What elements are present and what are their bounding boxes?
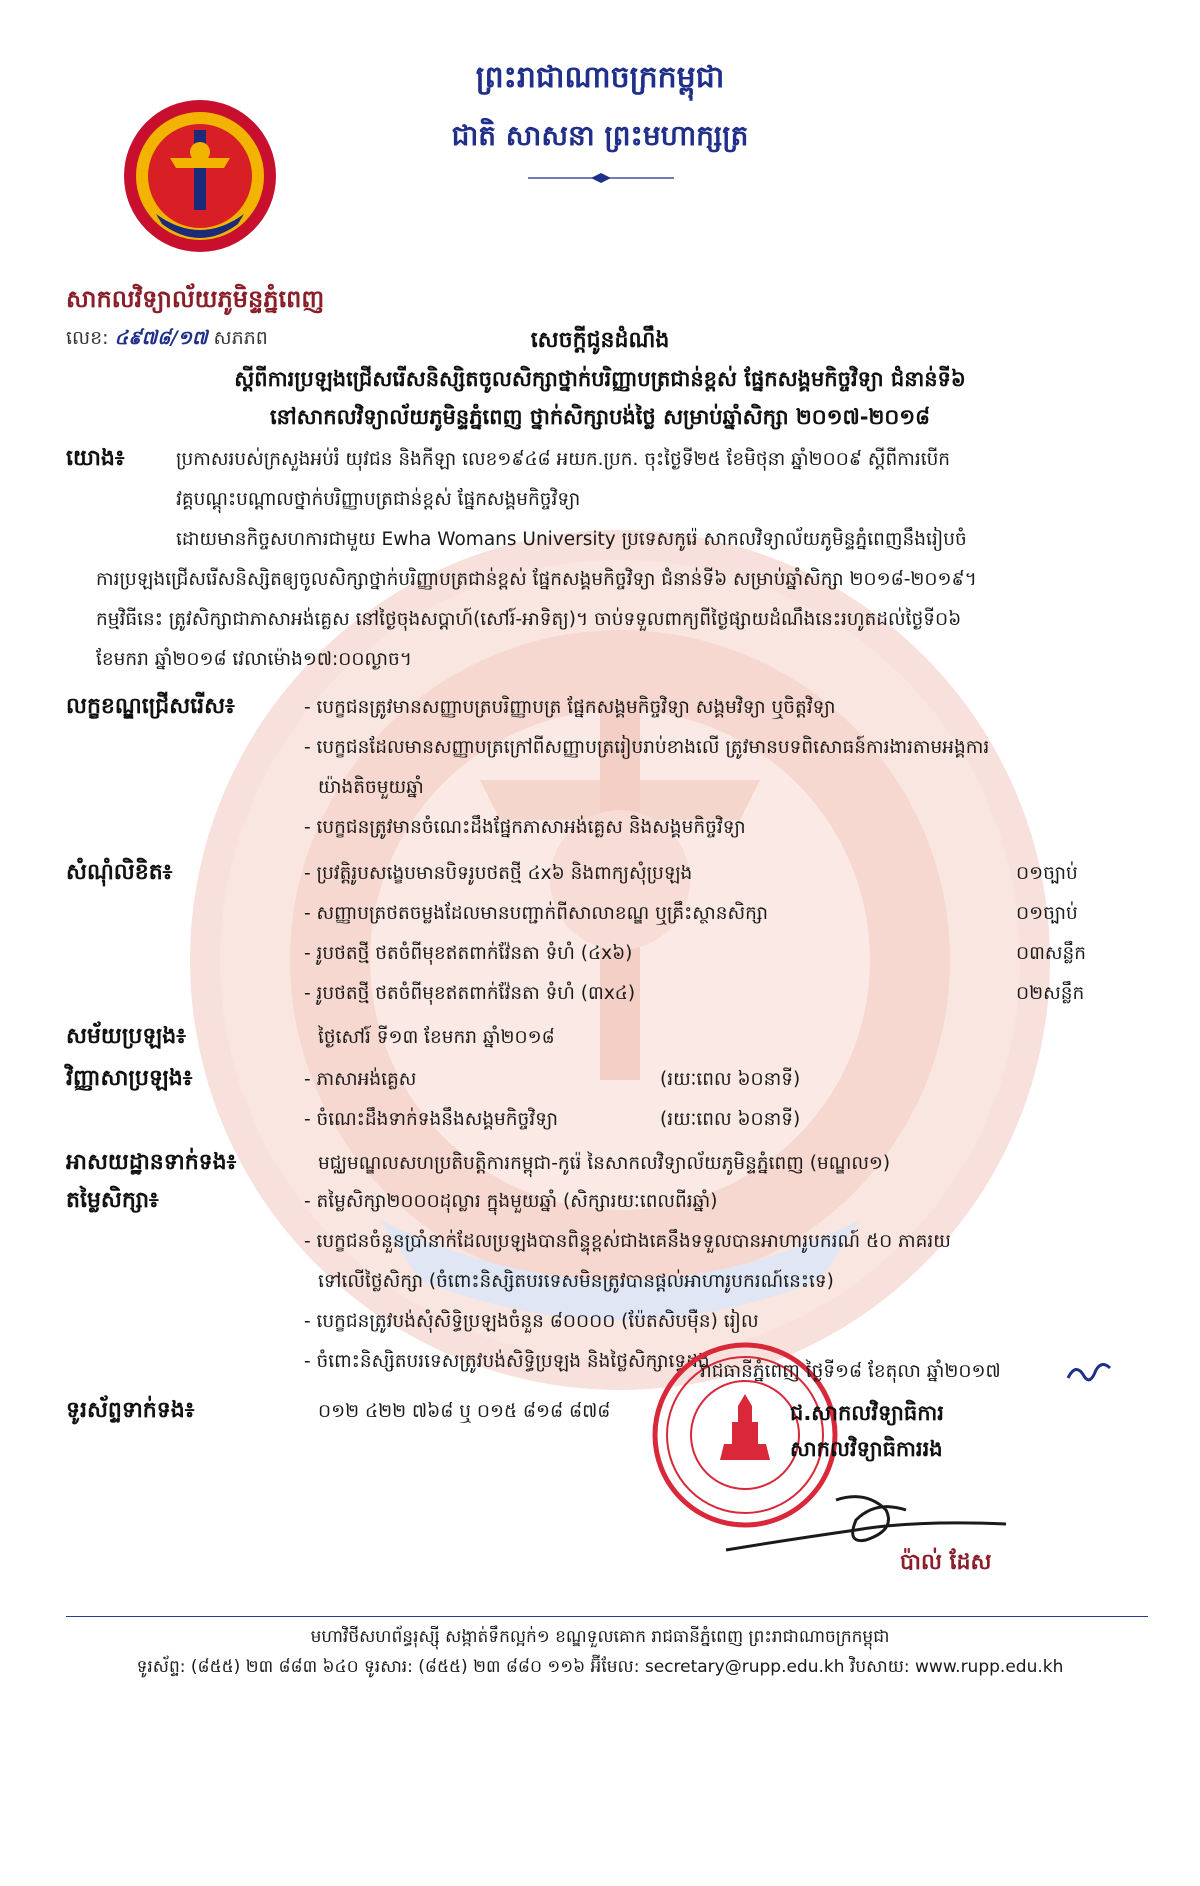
- reference-line-1: ប្រកាសរបស់ក្រសួងអប់រំ យុវជន និងកីឡា លេខ១៩៤៨ អយក.ប្រក. ចុះថ្ងៃទី២៥ ខែមិថុនា ឆ្នាំ២០០៩ ស្តីពីការបើក: [176, 449, 951, 470]
- ornament-divider: [528, 172, 674, 184]
- signature-mark-icon: [1064, 1358, 1114, 1388]
- document-qty: ០១ច្បាប់: [1016, 863, 1078, 884]
- footer-divider: [66, 1616, 1148, 1617]
- ref-code: សភភព: [213, 327, 268, 349]
- criteria-item: - បេក្ខជនត្រូវមានសញ្ញាបត្របរិញ្ញាបត្រ ផ្នែកសង្គមកិច្ចវិទ្យា សង្គមវិទ្យា ឬចិត្តវិទ្យា: [304, 697, 836, 718]
- documents-label: សំណុំលិខិត៖: [66, 860, 173, 885]
- footer-contact: ទូរស័ព្ទ: (៨៥៥) ២៣ ៨៨៣ ៦៤០ ទូរសារ: (៨៥៥) ២៣ ៨៨០ ១១៦ អ៊ីមែល: secretary@rupp.edu.kh វិបសាយ: www.rupp.edu.kh: [136, 1657, 1064, 1677]
- fee-item: - បេក្ខជនត្រូវបង់សុំសិទ្ធិប្រឡងចំនួន ៨០០០០ (ប៉ែតសិបម៉ឺន) រៀល: [304, 1311, 759, 1332]
- address-label: អាសយដ្ឋានទាក់ទង៖: [66, 1150, 237, 1175]
- fee-item: - ចំពោះនិស្សិតបរទេសត្រូវបង់សិទ្ធិប្រឡង និងថ្លៃសិក្សាទ្វេដង: [304, 1351, 710, 1372]
- document-qty: ០៣សន្លឹក: [1016, 943, 1087, 964]
- body-line-3: កម្មវិធីនេះ ត្រូវសិក្សាជាភាសាអង់គ្លេស នៅថ្ងៃចុងសប្តាហ៍(សៅរ៍-អាទិត្យ)។ ចាប់ទទួលពាក្យពីថ្ងៃផ្សាយដំណឹងនេះរហូតដល់ថ្ងៃទី០៦: [96, 609, 962, 630]
- exam-date-label: សម័យប្រឡង៖: [66, 1024, 186, 1049]
- signature-title: សាកលវិទ្យាធិការរង: [790, 1437, 943, 1461]
- fees-label: តម្លៃសិក្សា៖: [66, 1188, 159, 1213]
- document-item: - រូបថតថ្មី ថតចំពីមុខឥតពាក់វ៉ែនតា ទំហំ (៣x៤): [304, 983, 636, 1004]
- criteria-label: លក្ខខណ្ឌជ្រើសរើស៖: [66, 694, 235, 719]
- phone-label: ទូរស័ព្ទទាក់ទង៖: [66, 1398, 195, 1423]
- university-name: សាកលវិទ្យាល័យភូមិន្ទភ្នំពេញ: [66, 285, 325, 313]
- body-line-4: ខែមករា ឆ្នាំ២០១៨ វេលាម៉ោង១៧:០០ល្ងាច។: [96, 649, 412, 670]
- national-motto: ជាតិ សាសនា ព្រះមហាក្សត្រ: [451, 119, 749, 152]
- document-item: - រូបថតថ្មី ថតចំពីមុខឥតពាក់វ៉ែនតា ទំហំ (៤x៦): [304, 943, 633, 964]
- footer-address: មហាវិថីសហព័ន្ធរុស្ស៊ី សង្កាត់ទឹកល្អក់១ ខណ្ឌទួលគោក រាជធានីភ្នំពេញ ព្រះរាជាណាចក្រកម្ពុជា: [310, 1627, 890, 1647]
- reference-line-2: វគ្គបណ្តុះបណ្តាលថ្នាក់បរិញ្ញាបត្រជាន់ខ្ពស់ ផ្នែកសង្គមកិច្ចវិទ្យា: [176, 489, 581, 510]
- fee-item: ទៅលើថ្លៃសិក្សា (ចំពោះនិស្សិតបរទេសមិនត្រូវបានផ្តល់អាហារូបករណ៍នេះទេ): [318, 1271, 834, 1292]
- subjects-label: វិញ្ញាសាប្រឡង៖: [66, 1066, 193, 1091]
- subject-duration: (រយៈពេល ៦០នាទី): [660, 1069, 801, 1090]
- criteria-item: - បេក្ខជនត្រូវមានចំណេះដឹងផ្នែកភាសាអង់គ្លេស និងសង្គមកិច្ចវិទ្យា: [304, 817, 746, 838]
- fee-item: - តម្លៃសិក្សា២០០០ដុល្លារ ក្នុងមួយឆ្នាំ (សិក្សារយៈពេលពីរឆ្នាំ): [304, 1191, 718, 1212]
- exam-date-value: ថ្ងៃសៅរ៍ ទី១៣ ខែមករា ឆ្នាំ២០១៨: [318, 1027, 555, 1048]
- criteria-item: យ៉ាងតិចមួយឆ្នាំ: [318, 777, 424, 798]
- reference-label: យោង៖: [66, 446, 125, 471]
- body-line-1: ដោយមានកិច្ចសហការជាមួយ Ewha Womans University ប្រទេសកូរ៉េ សាកលវិទ្យាល័យភូមិន្ទភ្នំពេញនឹងរៀបចំ: [176, 529, 967, 550]
- ref-label: លេខ:: [66, 327, 109, 349]
- ref-suffix: /១៧: [170, 327, 208, 349]
- document-title: សេចក្តីជូនដំណឹង: [530, 328, 670, 353]
- document-subtitle-1: ស្តីពីការប្រឡងជ្រើសរើសនិស្សិតចូលសិក្សាថ្នាក់បរិញ្ញាបត្រជាន់ខ្ពស់ ផ្នែកសង្គមកិច្ចវិទ្យា ជំនាន់ទី៦: [234, 367, 966, 391]
- subject-item: - ចំណេះដឹងទាក់ទងនឹងសង្គមកិច្ចវិទ្យា: [304, 1109, 559, 1130]
- address-value: មជ្ឈមណ្ឌលសហប្រតិបត្តិការកម្ពុជា-កូរ៉េ នៃសាកលវិទ្យាល័យភូមិន្ទភ្នំពេញ (មណ្ឌល១): [318, 1153, 891, 1174]
- document-item: - សញ្ញាបត្រថតចម្លងដែលមានបញ្ជាក់ពីសាលាខណ្ឌ ឬគ្រឹះស្ថានសិក្សា: [304, 903, 768, 924]
- subject-duration: (រយៈពេល ៦០នាទី): [660, 1109, 801, 1130]
- signatory-name: ប៉ាល់ ដែស: [900, 1550, 992, 1575]
- subject-item: - ភាសាអង់គ្លេស: [304, 1069, 417, 1090]
- signature-on-behalf: ជ.សាកលវិទ្យាធិការ: [790, 1401, 944, 1425]
- phone-value: ០១២ ៤២២ ៧៦៨ ឬ ០១៥ ៨១៨ ៨៧៨: [318, 1401, 611, 1422]
- document-qty: ០១ច្បាប់: [1016, 903, 1078, 924]
- body-line-2: ការប្រឡងជ្រើសរើសនិស្សិតឲ្យចូលសិក្សាថ្នាក់បរិញ្ញាបត្រជាន់ខ្ពស់ ផ្នែកសង្គមកិច្ចវិទ្យា ជំនាន់ទី៦ សម្រាប់ឆ្នាំសិក្សា ២០១៨-២០១៩។: [96, 569, 977, 590]
- fee-item: - បេក្ខជនចំនួនប្រាំនាក់ដែលប្រឡងបានពិន្ទុខ្ពស់ជាងគេនឹងទទួលបានអាហារូបករណ៍ ៥០ ភាគរយ: [304, 1231, 951, 1252]
- document-subtitle-2: នៅសាកលវិទ្យាល័យភូមិន្ទភ្នំពេញ ថ្នាក់សិក្សាបង់ថ្លៃ សម្រាប់ឆ្នាំសិក្សា ២០១៧-២០១៨: [269, 405, 931, 429]
- signature-date: រាជធានីភ្នំពេញ ថ្ងៃទី១៨ ខែតុលា ឆ្នាំ២០១៧: [700, 1361, 1001, 1382]
- ref-number: ៤៩៧៨: [114, 327, 171, 349]
- criteria-item: - បេក្ខជនដែលមានសញ្ញាបត្រក្រៅពីសញ្ញាបត្ររៀបរាប់ខាងលើ ត្រូវមានបទពិសោធន៍ការងារតាមអង្គការ: [304, 737, 990, 758]
- document-item: - ប្រវត្តិរូបសង្ខេបមានបិទរូបថតថ្មី ៤x៦ និងពាក្យសុំប្រឡង: [304, 863, 693, 884]
- document-qty: ០២សន្លឹក: [1016, 983, 1085, 1004]
- kingdom-heading: ព្រះរាជាណាចក្រកម្ពុជា: [475, 60, 725, 95]
